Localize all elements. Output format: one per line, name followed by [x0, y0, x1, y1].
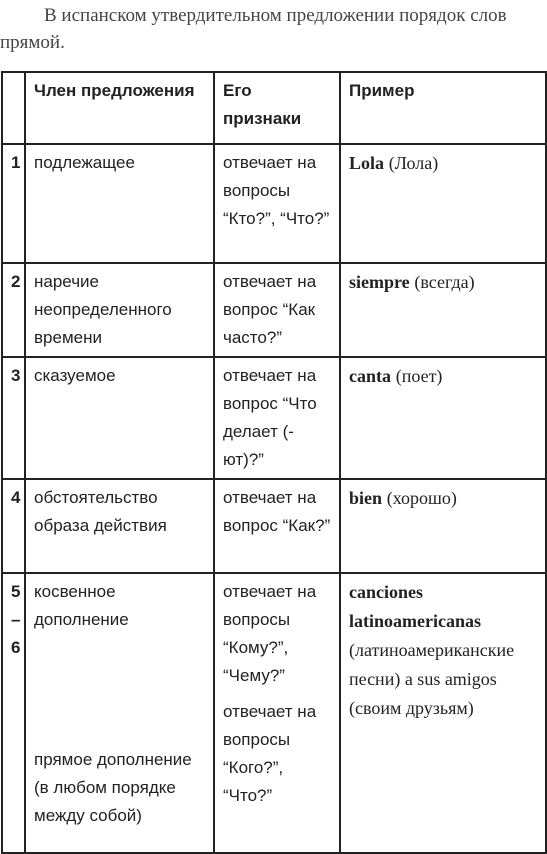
row-example — [340, 573, 546, 853]
example-translation: (хорошо) — [386, 488, 457, 508]
example-translation: (латиноамериканские песни) a sus amigos (своим друзьям) — [349, 640, 515, 718]
header-member: Член предложения — [25, 72, 214, 144]
example-translation: (поет) — [395, 366, 443, 386]
row-member-gap — [34, 634, 207, 746]
row-features: отвечает на вопросы “Кто?”, “Что?” — [214, 144, 340, 263]
row-member — [25, 573, 214, 853]
row-features: отвечает на вопрос “Что делает (-ют)?” — [214, 357, 340, 479]
row-number-top: 5 — [11, 582, 21, 601]
intro-paragraph — [0, 0, 547, 56]
row-example — [340, 357, 546, 479]
row-number: 1 — [2, 144, 25, 263]
row-features — [214, 573, 340, 853]
example-translation: (Лола) — [388, 153, 439, 173]
row-number: 4 — [2, 479, 25, 573]
example-word: canta — [349, 366, 391, 386]
table-row — [2, 573, 546, 853]
row-features: отвечает на вопрос “Как часто?” — [214, 263, 340, 357]
row-member: сказуемое — [25, 357, 214, 479]
row-number — [2, 573, 25, 853]
row-number-bottom: 6 — [11, 638, 21, 657]
row-member: подлежащее — [25, 144, 214, 263]
table-row — [2, 144, 546, 263]
row-member-indirect-object: косвенное дополнение — [34, 582, 129, 629]
row-example — [340, 144, 546, 263]
table-row — [2, 357, 546, 479]
example-word: siempre — [349, 272, 410, 292]
table-header-row — [2, 72, 546, 144]
row-member-direct-object: прямое дополнение (в любом порядке между собой) — [34, 750, 192, 825]
row-number: 3 — [2, 357, 25, 479]
header-example: Пример — [340, 72, 546, 144]
table-row — [2, 479, 546, 573]
row-number: 2 — [2, 263, 25, 357]
row-features-direct: отвечает на вопросы “Кого?”, “Что?” — [223, 702, 317, 805]
header-num — [2, 72, 25, 144]
example-word: bien — [349, 488, 383, 508]
example-translation: (всегда) — [414, 272, 475, 292]
row-features: отвечает на вопрос “Как?” — [214, 479, 340, 573]
row-number-dash: – — [11, 610, 21, 629]
row-features-indirect: отвечает на вопросы “Кому?”, “Чему?” — [223, 582, 317, 685]
row-member: наречие неопределенного времени — [25, 263, 214, 357]
row-example — [340, 263, 546, 357]
sentence-members-table — [1, 71, 547, 854]
table-row — [2, 263, 546, 357]
row-example — [340, 479, 546, 573]
example-word: Lola — [349, 153, 385, 173]
row-member: обстоятельство образа действия — [25, 479, 214, 573]
header-features: Его признаки — [214, 72, 340, 144]
example-word: canciones latinoamericanas — [349, 582, 481, 631]
intro-text: В испанском утвердительном предложении порядок слов прямой. — [0, 5, 507, 53]
